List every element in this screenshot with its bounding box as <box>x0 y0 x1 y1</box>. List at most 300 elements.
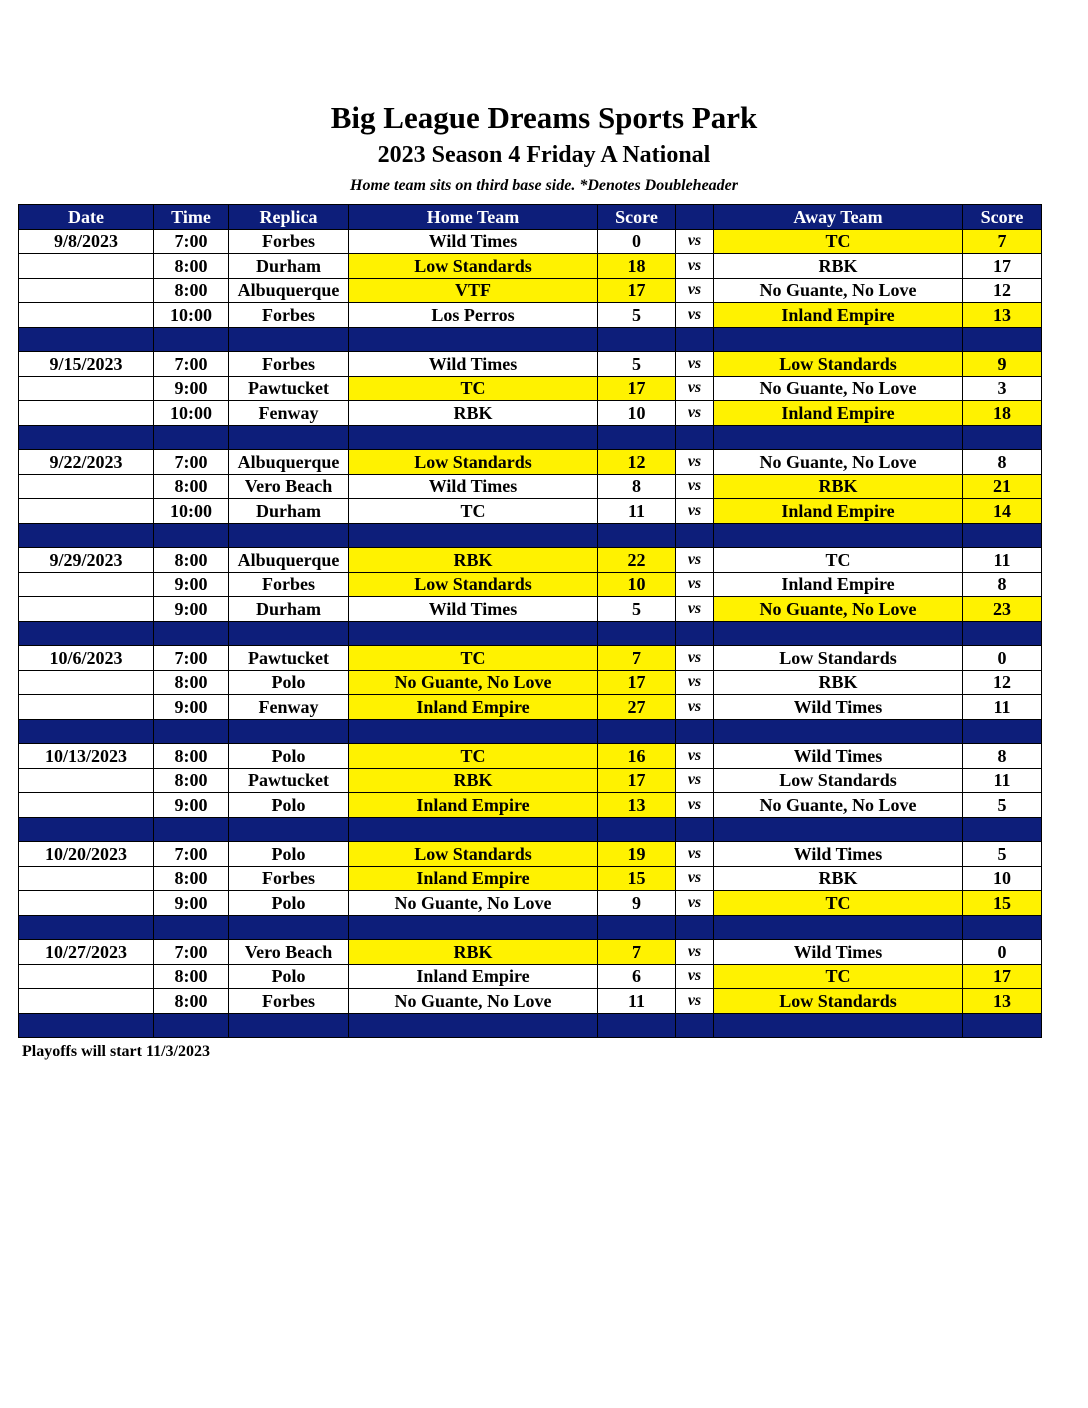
home-score: 16 <box>598 744 676 769</box>
separator-cell <box>154 719 229 744</box>
home-team: VTF <box>349 278 598 303</box>
game-date <box>19 303 154 328</box>
away-score: 5 <box>963 793 1042 818</box>
vs-label: vs <box>676 744 714 769</box>
game-replica: Forbes <box>229 229 349 254</box>
separator-cell <box>714 915 963 940</box>
game-time: 7:00 <box>154 229 229 254</box>
separator-cell <box>19 719 154 744</box>
home-score: 5 <box>598 303 676 328</box>
separator-cell <box>154 523 229 548</box>
away-score: 13 <box>963 303 1042 328</box>
game-date <box>19 793 154 818</box>
away-team: No Guante, No Love <box>714 597 963 622</box>
table-row <box>19 474 1042 499</box>
vs-label: vs <box>676 376 714 401</box>
away-team: RBK <box>714 474 963 499</box>
game-time: 9:00 <box>154 695 229 720</box>
away-team: TC <box>714 891 963 916</box>
table-row <box>19 866 1042 891</box>
away-team: TC <box>714 229 963 254</box>
separator-cell <box>349 621 598 646</box>
column-header-home-team: Home Team <box>349 205 598 230</box>
game-date: 10/20/2023 <box>19 842 154 867</box>
game-replica: Pawtucket <box>229 768 349 793</box>
game-date: 10/6/2023 <box>19 646 154 671</box>
separator-cell <box>598 1013 676 1038</box>
separator-cell <box>19 915 154 940</box>
home-score: 13 <box>598 793 676 818</box>
game-date <box>19 278 154 303</box>
game-date <box>19 572 154 597</box>
home-score: 0 <box>598 229 676 254</box>
vs-label: vs <box>676 352 714 377</box>
game-replica: Polo <box>229 670 349 695</box>
table-row <box>19 572 1042 597</box>
separator-cell <box>963 621 1042 646</box>
separator-cell <box>714 817 963 842</box>
separator-cell <box>19 327 154 352</box>
game-replica: Polo <box>229 793 349 818</box>
separator-cell <box>714 523 963 548</box>
game-time: 9:00 <box>154 891 229 916</box>
table-row <box>19 450 1042 475</box>
separator-cell <box>676 817 714 842</box>
separator-cell <box>19 1013 154 1038</box>
separator-cell <box>229 1013 349 1038</box>
separator-cell <box>349 327 598 352</box>
game-time: 7:00 <box>154 450 229 475</box>
away-team: Low Standards <box>714 989 963 1014</box>
game-replica: Forbes <box>229 866 349 891</box>
away-team: RBK <box>714 670 963 695</box>
vs-label: vs <box>676 548 714 573</box>
separator-cell <box>598 915 676 940</box>
separator-cell <box>676 1013 714 1038</box>
page-title: Big League Dreams Sports Park <box>330 100 758 135</box>
week-separator-row <box>19 1013 1042 1038</box>
table-row <box>19 744 1042 769</box>
away-team: Inland Empire <box>714 499 963 524</box>
home-team: Inland Empire <box>349 866 598 891</box>
home-score: 17 <box>598 376 676 401</box>
vs-label: vs <box>676 842 714 867</box>
separator-cell <box>349 817 598 842</box>
vs-label: vs <box>676 989 714 1014</box>
table-row <box>19 303 1042 328</box>
separator-cell <box>963 817 1042 842</box>
game-date: 9/8/2023 <box>19 229 154 254</box>
separator-cell <box>598 719 676 744</box>
game-date <box>19 670 154 695</box>
game-time: 8:00 <box>154 548 229 573</box>
table-row <box>19 401 1042 426</box>
away-score: 8 <box>963 572 1042 597</box>
home-team: Low Standards <box>349 572 598 597</box>
home-team: TC <box>349 744 598 769</box>
game-date <box>19 474 154 499</box>
home-team: TC <box>349 376 598 401</box>
game-time: 9:00 <box>154 597 229 622</box>
vs-label: vs <box>676 572 714 597</box>
separator-cell <box>154 327 229 352</box>
game-replica: Polo <box>229 891 349 916</box>
separator-cell <box>676 425 714 450</box>
away-team: No Guante, No Love <box>714 278 963 303</box>
separator-cell <box>963 425 1042 450</box>
home-team: Wild Times <box>349 474 598 499</box>
week-separator-row <box>19 425 1042 450</box>
home-team: Low Standards <box>349 450 598 475</box>
home-score: 27 <box>598 695 676 720</box>
separator-cell <box>229 719 349 744</box>
game-time: 8:00 <box>154 670 229 695</box>
home-team: No Guante, No Love <box>349 891 598 916</box>
home-team: Wild Times <box>349 597 598 622</box>
separator-cell <box>598 523 676 548</box>
game-time: 8:00 <box>154 278 229 303</box>
game-date <box>19 989 154 1014</box>
away-team: Wild Times <box>714 695 963 720</box>
game-replica: Polo <box>229 842 349 867</box>
game-date <box>19 401 154 426</box>
week-separator-row <box>19 523 1042 548</box>
away-team: No Guante, No Love <box>714 450 963 475</box>
column-header-home-score: Score <box>598 205 676 230</box>
separator-cell <box>676 915 714 940</box>
separator-cell <box>229 621 349 646</box>
column-header-replica: Replica <box>229 205 349 230</box>
game-replica: Polo <box>229 744 349 769</box>
game-replica: Forbes <box>229 572 349 597</box>
separator-cell <box>714 621 963 646</box>
table-row <box>19 278 1042 303</box>
vs-label: vs <box>676 695 714 720</box>
separator-cell <box>229 817 349 842</box>
home-score: 7 <box>598 940 676 965</box>
away-team: TC <box>714 548 963 573</box>
column-header-vs <box>676 205 714 230</box>
home-team: Inland Empire <box>349 964 598 989</box>
away-score: 14 <box>963 499 1042 524</box>
home-score: 11 <box>598 989 676 1014</box>
home-score: 10 <box>598 401 676 426</box>
home-score: 12 <box>598 450 676 475</box>
away-team: Wild Times <box>714 842 963 867</box>
separator-cell <box>598 817 676 842</box>
game-time: 8:00 <box>154 254 229 279</box>
home-team: Los Perros <box>349 303 598 328</box>
separator-cell <box>963 327 1042 352</box>
vs-label: vs <box>676 891 714 916</box>
table-row <box>19 597 1042 622</box>
game-replica: Albuquerque <box>229 548 349 573</box>
away-team: Inland Empire <box>714 303 963 328</box>
vs-label: vs <box>676 499 714 524</box>
away-score: 9 <box>963 352 1042 377</box>
game-replica: Vero Beach <box>229 474 349 499</box>
week-separator-row <box>19 817 1042 842</box>
home-team: RBK <box>349 548 598 573</box>
separator-cell <box>154 1013 229 1038</box>
vs-label: vs <box>676 229 714 254</box>
home-score: 5 <box>598 352 676 377</box>
home-score: 7 <box>598 646 676 671</box>
home-team: Inland Empire <box>349 793 598 818</box>
game-time: 8:00 <box>154 744 229 769</box>
table-row <box>19 376 1042 401</box>
separator-cell <box>19 523 154 548</box>
game-time: 10:00 <box>154 303 229 328</box>
game-time: 7:00 <box>154 940 229 965</box>
table-row <box>19 768 1042 793</box>
separator-cell <box>714 1013 963 1038</box>
separator-cell <box>714 425 963 450</box>
game-date <box>19 768 154 793</box>
vs-label: vs <box>676 964 714 989</box>
separator-cell <box>714 719 963 744</box>
away-team: Inland Empire <box>714 572 963 597</box>
away-score: 12 <box>963 278 1042 303</box>
column-header-away-team: Away Team <box>714 205 963 230</box>
separator-cell <box>154 817 229 842</box>
schedule-table <box>18 204 1042 1038</box>
column-header-time: Time <box>154 205 229 230</box>
game-date <box>19 597 154 622</box>
away-team: Inland Empire <box>714 401 963 426</box>
vs-label: vs <box>676 303 714 328</box>
away-team: Wild Times <box>714 940 963 965</box>
home-team: RBK <box>349 401 598 426</box>
game-date <box>19 376 154 401</box>
game-time: 8:00 <box>154 964 229 989</box>
table-row <box>19 793 1042 818</box>
separator-cell <box>154 621 229 646</box>
away-score: 15 <box>963 891 1042 916</box>
game-replica: Pawtucket <box>229 376 349 401</box>
separator-cell <box>19 425 154 450</box>
away-score: 21 <box>963 474 1042 499</box>
vs-label: vs <box>676 597 714 622</box>
separator-cell <box>598 621 676 646</box>
game-time: 9:00 <box>154 572 229 597</box>
separator-cell <box>963 1013 1042 1038</box>
away-team: Low Standards <box>714 768 963 793</box>
home-team: RBK <box>349 940 598 965</box>
home-team: Wild Times <box>349 229 598 254</box>
separator-cell <box>229 327 349 352</box>
vs-label: vs <box>676 474 714 499</box>
home-team: TC <box>349 646 598 671</box>
away-score: 0 <box>963 940 1042 965</box>
separator-cell <box>676 327 714 352</box>
separator-cell <box>349 523 598 548</box>
column-header-date: Date <box>19 205 154 230</box>
away-team: No Guante, No Love <box>714 376 963 401</box>
game-time: 10:00 <box>154 401 229 426</box>
game-replica: Fenway <box>229 695 349 720</box>
vs-label: vs <box>676 646 714 671</box>
game-date: 10/27/2023 <box>19 940 154 965</box>
away-team: No Guante, No Love <box>714 793 963 818</box>
game-replica: Pawtucket <box>229 646 349 671</box>
home-team: Low Standards <box>349 254 598 279</box>
home-score: 10 <box>598 572 676 597</box>
home-team: RBK <box>349 768 598 793</box>
game-replica: Durham <box>229 499 349 524</box>
separator-cell <box>349 915 598 940</box>
away-score: 3 <box>963 376 1042 401</box>
home-team: Low Standards <box>349 842 598 867</box>
away-score: 23 <box>963 597 1042 622</box>
week-separator-row <box>19 621 1042 646</box>
game-replica: Albuquerque <box>229 450 349 475</box>
separator-cell <box>598 327 676 352</box>
table-header-row <box>19 205 1042 230</box>
table-row <box>19 548 1042 573</box>
table-row <box>19 695 1042 720</box>
game-date <box>19 891 154 916</box>
separator-cell <box>19 621 154 646</box>
home-score: 19 <box>598 842 676 867</box>
game-time: 9:00 <box>154 793 229 818</box>
game-date: 10/13/2023 <box>19 744 154 769</box>
vs-label: vs <box>676 866 714 891</box>
vs-label: vs <box>676 940 714 965</box>
home-score: 9 <box>598 891 676 916</box>
table-row <box>19 229 1042 254</box>
game-time: 9:00 <box>154 376 229 401</box>
game-replica: Albuquerque <box>229 278 349 303</box>
separator-cell <box>229 523 349 548</box>
away-team: TC <box>714 964 963 989</box>
game-time: 8:00 <box>154 989 229 1014</box>
page-subtitle: 2023 Season 4 Friday A National <box>377 142 711 168</box>
home-score: 15 <box>598 866 676 891</box>
table-row <box>19 646 1042 671</box>
game-time: 8:00 <box>154 474 229 499</box>
separator-cell <box>676 621 714 646</box>
separator-cell <box>154 915 229 940</box>
away-score: 13 <box>963 989 1042 1014</box>
away-team: Low Standards <box>714 646 963 671</box>
vs-label: vs <box>676 768 714 793</box>
week-separator-row <box>19 327 1042 352</box>
separator-cell <box>154 425 229 450</box>
game-time: 8:00 <box>154 768 229 793</box>
game-time: 7:00 <box>154 842 229 867</box>
home-team: Wild Times <box>349 352 598 377</box>
game-replica: Durham <box>229 597 349 622</box>
table-row <box>19 254 1042 279</box>
table-row <box>19 940 1042 965</box>
home-team: No Guante, No Love <box>349 989 598 1014</box>
game-replica: Polo <box>229 964 349 989</box>
separator-cell <box>714 327 963 352</box>
separator-cell <box>229 425 349 450</box>
game-date <box>19 866 154 891</box>
separator-cell <box>349 719 598 744</box>
game-replica: Forbes <box>229 989 349 1014</box>
separator-cell <box>349 1013 598 1038</box>
separator-cell <box>598 425 676 450</box>
home-score: 17 <box>598 670 676 695</box>
table-row <box>19 352 1042 377</box>
separator-cell <box>963 915 1042 940</box>
page-note: Home team sits on third base side. *Denotes Doubleheader <box>350 177 738 194</box>
game-date: 9/22/2023 <box>19 450 154 475</box>
game-date: 9/15/2023 <box>19 352 154 377</box>
vs-label: vs <box>676 254 714 279</box>
away-score: 7 <box>963 229 1042 254</box>
away-score: 17 <box>963 964 1042 989</box>
away-score: 11 <box>963 548 1042 573</box>
table-row <box>19 891 1042 916</box>
away-score: 11 <box>963 695 1042 720</box>
separator-cell <box>19 817 154 842</box>
game-replica: Fenway <box>229 401 349 426</box>
table-row <box>19 964 1042 989</box>
home-score: 6 <box>598 964 676 989</box>
away-score: 8 <box>963 450 1042 475</box>
away-score: 10 <box>963 866 1042 891</box>
separator-cell <box>349 425 598 450</box>
away-team: Wild Times <box>714 744 963 769</box>
table-row <box>19 670 1042 695</box>
away-score: 18 <box>963 401 1042 426</box>
home-score: 11 <box>598 499 676 524</box>
game-time: 8:00 <box>154 866 229 891</box>
home-team: TC <box>349 499 598 524</box>
game-replica: Durham <box>229 254 349 279</box>
separator-cell <box>676 523 714 548</box>
game-date <box>19 964 154 989</box>
table-row <box>19 842 1042 867</box>
game-time: 7:00 <box>154 352 229 377</box>
home-score: 5 <box>598 597 676 622</box>
game-date <box>19 695 154 720</box>
game-time: 7:00 <box>154 646 229 671</box>
game-replica: Forbes <box>229 352 349 377</box>
week-separator-row <box>19 915 1042 940</box>
game-time: 10:00 <box>154 499 229 524</box>
game-replica: Vero Beach <box>229 940 349 965</box>
away-score: 11 <box>963 768 1042 793</box>
separator-cell <box>676 719 714 744</box>
vs-label: vs <box>676 278 714 303</box>
game-date <box>19 254 154 279</box>
vs-label: vs <box>676 450 714 475</box>
vs-label: vs <box>676 670 714 695</box>
separator-cell <box>963 523 1042 548</box>
game-replica: Forbes <box>229 303 349 328</box>
home-team: No Guante, No Love <box>349 670 598 695</box>
separator-cell <box>963 719 1042 744</box>
home-score: 18 <box>598 254 676 279</box>
away-score: 8 <box>963 744 1042 769</box>
away-team: Low Standards <box>714 352 963 377</box>
game-date: 9/29/2023 <box>19 548 154 573</box>
separator-cell <box>229 915 349 940</box>
home-score: 8 <box>598 474 676 499</box>
vs-label: vs <box>676 401 714 426</box>
playoffs-note: Playoffs will start 11/3/2023 <box>22 1043 210 1060</box>
away-team: RBK <box>714 866 963 891</box>
game-date <box>19 499 154 524</box>
away-score: 5 <box>963 842 1042 867</box>
away-team: RBK <box>714 254 963 279</box>
table-row <box>19 499 1042 524</box>
